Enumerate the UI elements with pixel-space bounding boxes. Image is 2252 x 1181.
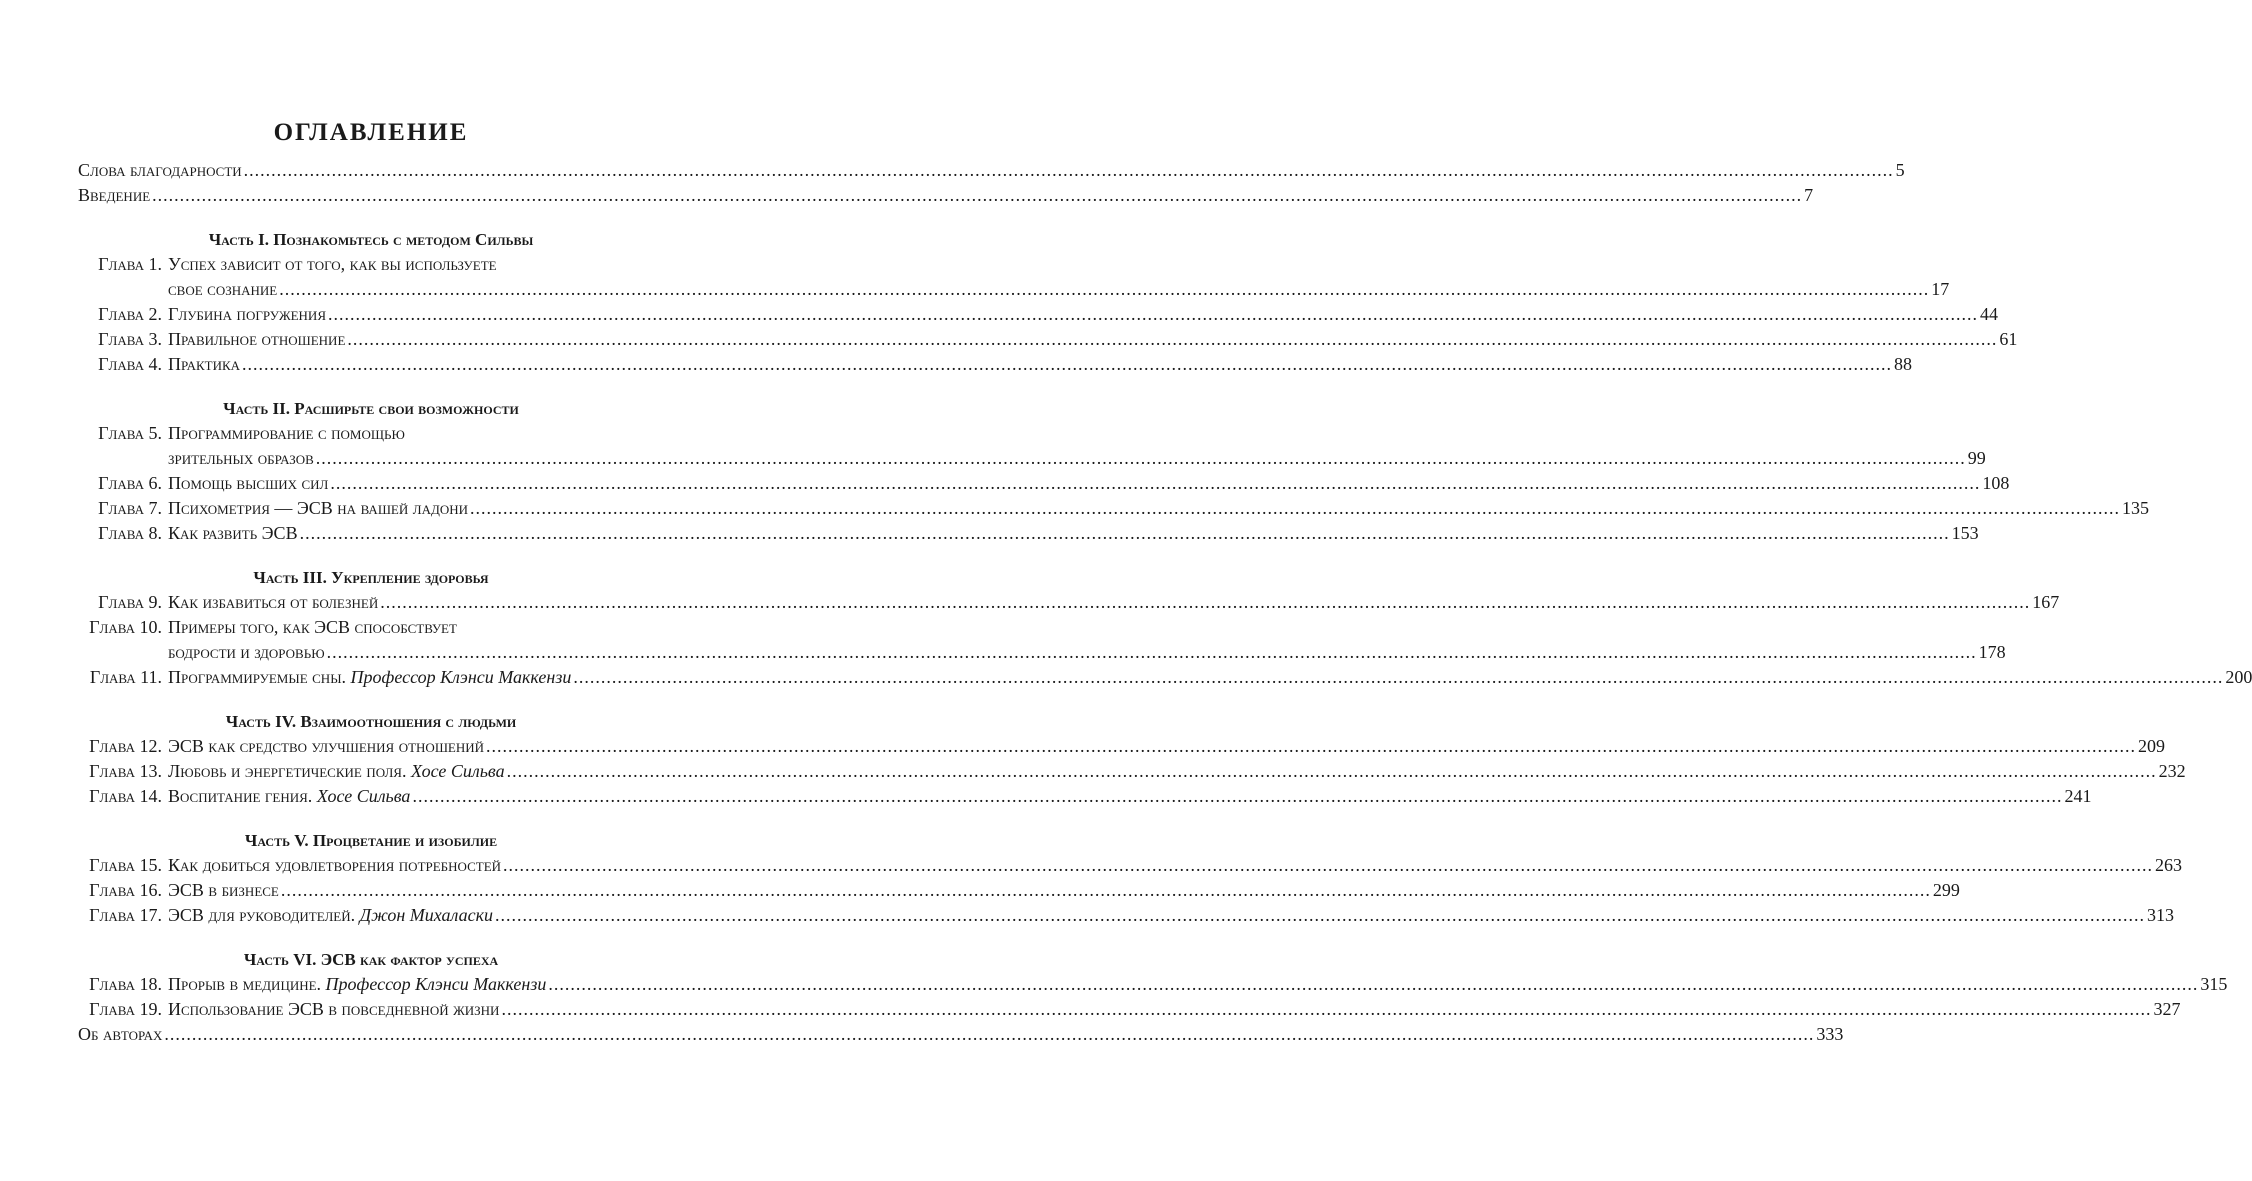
chapter-label: Глава 7. — [98, 498, 162, 518]
toc-entry[interactable] — [78, 997, 2181, 1022]
entry-title: бодрости и здоровью — [168, 642, 325, 662]
entry-title: свое сознание — [168, 279, 278, 299]
dot-leader: ............................................................................................................................................................................................................................................................................................................ — [164, 1024, 1815, 1044]
dot-leader: ............................................................................................................................................................................................................................................................................................................ — [280, 880, 1931, 900]
dot-leader: ............................................................................................................................................................................................................................................................................................................ — [470, 498, 2120, 518]
front-matter — [78, 158, 1905, 208]
toc-entry[interactable] — [78, 784, 2092, 809]
dot-leader: ............................................................................................................................................................................................................................................................................................................ — [152, 185, 1803, 205]
dot-leader: ............................................................................................................................................................................................................................................................................................................ — [315, 448, 1966, 468]
page-number: 108 — [1982, 473, 2010, 493]
dot-leader: ............................................................................................................................................................................................................................................................................................................ — [330, 473, 1981, 493]
chapter-label: Глава 16. — [89, 880, 162, 900]
part-heading: Часть III. Укрепление здоровья — [253, 568, 489, 587]
dot-leader: ............................................................................................................................................................................................................................................................................................................ — [299, 523, 1950, 543]
entry-title: Психометрия — ЭСВ на вашей ладони — [168, 498, 468, 518]
entry-title: Как избавиться от болезней — [168, 592, 379, 612]
page-number: 333 — [1816, 1024, 1844, 1044]
entry-title: Программируемые сны. Профессор Клэнси Маккензи — [168, 667, 572, 687]
page-number: 17 — [1931, 279, 1950, 299]
toc-entry[interactable] — [78, 471, 2010, 496]
entry-title: Введение — [78, 185, 151, 205]
page-number: 167 — [2032, 592, 2060, 612]
chapter-label: Глава 2. — [98, 304, 162, 324]
toc-entry[interactable] — [78, 158, 1905, 183]
page-number: 299 — [1932, 880, 1960, 900]
entry-title: Практика — [168, 354, 241, 374]
entry-title: Программирование с помощью — [168, 423, 405, 443]
dot-leader: ............................................................................................................................................................................................................................................................................................................ — [501, 999, 2152, 1019]
chapter-label: Глава 15. — [89, 855, 162, 875]
chapter-label: Глава 10. — [89, 617, 162, 637]
toc-entry[interactable] — [78, 496, 2149, 521]
page-number: 200 — [2225, 667, 2252, 687]
toc-entry[interactable] — [78, 665, 2252, 690]
dot-leader: ............................................................................................................................................................................................................................................................................................................ — [495, 905, 2146, 925]
back-matter — [78, 1022, 1844, 1047]
entry-title: Использование ЭСВ в повседневной жизни — [168, 999, 500, 1019]
entry-title: Правильное отношение — [168, 329, 346, 349]
part-section — [78, 565, 2252, 690]
dot-leader: ............................................................................................................................................................................................................................................................................................................ — [380, 592, 2031, 612]
entry-title: ЭСВ для руководителей. Джон Михаласки — [168, 905, 494, 925]
entry-title: Как развить ЭСВ — [168, 523, 298, 543]
toc-entry[interactable] — [78, 615, 664, 640]
chapter-label: Глава 9. — [98, 592, 162, 612]
page-title: ОГЛАВЛЕНИЕ — [273, 119, 469, 146]
chapter-label: Глава 6. — [98, 473, 162, 493]
entry-title: Помощь высших сил — [168, 473, 329, 493]
entry-title: Успех зависит от того, как вы используете — [168, 254, 497, 274]
toc-entry[interactable] — [78, 640, 2006, 665]
toc-entry[interactable] — [78, 759, 2186, 784]
dot-leader: ............................................................................................................................................................................................................................................................................................................ — [548, 974, 2199, 994]
part-heading: Часть VI. ЭСВ как фактор успеха — [243, 950, 499, 969]
entry-title: зрительных образов — [168, 448, 314, 468]
part-section — [78, 947, 2228, 1022]
entry-title: Слова благодарности — [78, 160, 242, 180]
toc-entry[interactable] — [78, 972, 2228, 997]
chapter-label: Глава 12. — [89, 736, 162, 756]
dot-leader: ............................................................................................................................................................................................................................................................................................................ — [279, 279, 1930, 299]
dot-leader: ............................................................................................................................................................................................................................................................................................................ — [328, 304, 1978, 324]
part-section — [78, 828, 2183, 928]
entry-author: Профессор Клэнси Маккензи — [325, 974, 547, 994]
page-number: 5 — [1895, 160, 1905, 180]
chapter-label: Глава 5. — [98, 423, 162, 443]
dot-leader: ............................................................................................................................................................................................................................................................................................................ — [347, 329, 1998, 349]
chapter-label: Глава 14. — [89, 786, 162, 806]
page-number: 178 — [1978, 642, 2006, 662]
page-number: 135 — [2122, 498, 2149, 518]
chapter-label: Глава 8. — [98, 523, 162, 543]
page-number: 241 — [2064, 786, 2092, 806]
toc-entry[interactable] — [78, 352, 1913, 377]
toc-entry[interactable] — [78, 183, 1814, 208]
chapter-label: Глава 4. — [98, 354, 162, 374]
chapter-label: Глава 18. — [89, 974, 162, 994]
entry-author: Профессор Клэнси Маккензи — [350, 667, 572, 687]
toc-entry[interactable] — [78, 521, 1979, 546]
toc-entry[interactable] — [78, 853, 2183, 878]
toc-entry[interactable] — [78, 1022, 1844, 1047]
parts — [78, 227, 2252, 1022]
part-heading: Часть II. Расширьте свои возможности — [223, 399, 519, 418]
dot-leader: ............................................................................................................................................................................................................................................................................................................ — [243, 160, 1894, 180]
part-heading: Часть I. Познакомьтесь с методом Сильвы — [208, 230, 534, 249]
dot-leader: ............................................................................................................................................................................................................................................................................................................ — [503, 855, 2154, 875]
dot-leader: ............................................................................................................................................................................................................................................................................................................ — [486, 736, 2137, 756]
chapter-label: Глава 11. — [89, 667, 162, 687]
part-heading: Часть IV. Взаимоотношения с людьми — [225, 712, 517, 731]
page-number: 61 — [1999, 329, 2018, 349]
entry-title: ЭСВ в бизнесе — [168, 880, 279, 900]
chapter-label: Глава 19. — [89, 999, 162, 1019]
entry-title: Как добиться удовлетворения потребностей — [168, 855, 502, 875]
page-number: 153 — [1951, 523, 1979, 543]
chapter-label: Глава 17. — [89, 905, 162, 925]
entry-title: ЭСВ как средство улучшения отношений — [168, 736, 485, 756]
toc-entry[interactable] — [78, 734, 2166, 759]
toc-entry[interactable] — [78, 302, 1998, 327]
page-number: 44 — [1980, 304, 1998, 324]
chapter-label: Глава 1. — [98, 254, 162, 274]
part-section — [78, 396, 2149, 546]
dot-leader: ............................................................................................................................................................................................................................................................................................................ — [573, 667, 2224, 687]
part-section — [78, 709, 2186, 809]
chapter-label: Глава 13. — [89, 761, 162, 781]
page-number: 232 — [2158, 761, 2186, 781]
entry-title: Любовь и энергетические поля. Хосе Сильва — [168, 761, 505, 781]
page-number: 7 — [1804, 185, 1814, 205]
entry-title: Примеры того, как ЭСВ способствует — [168, 617, 457, 637]
toc-entry[interactable] — [78, 590, 2060, 615]
chapter-label: Глава 3. — [98, 329, 162, 349]
toc-entry[interactable] — [78, 327, 2018, 352]
part-section — [78, 227, 2018, 377]
entry-title: Об авторах — [78, 1024, 163, 1044]
toc-entry[interactable] — [78, 446, 1986, 471]
page-number: 209 — [2138, 736, 2166, 756]
page-number: 313 — [2147, 905, 2175, 925]
entry-author: Хосе Сильва — [410, 761, 505, 781]
page-number: 315 — [2200, 974, 2228, 994]
entry-title: Прорыв в медицине. Профессор Клэнси Маккензи — [168, 974, 547, 994]
entry-title: Глубина погружения — [168, 304, 326, 324]
toc-entry[interactable] — [78, 878, 1960, 903]
dot-leader: ............................................................................................................................................................................................................................................................................................................ — [242, 354, 1893, 374]
page-number: 88 — [1894, 354, 1913, 374]
entry-author: Хосе Сильва — [316, 786, 411, 806]
toc-entry[interactable] — [78, 903, 2175, 928]
page-number: 327 — [2153, 999, 2181, 1019]
entry-author: Джон Михаласки — [359, 905, 494, 925]
entry-title: Воспитание гения. Хосе Сильва — [168, 786, 411, 806]
toc-entry[interactable] — [78, 252, 664, 277]
table-of-contents — [78, 116, 2252, 1047]
toc-entry[interactable] — [78, 421, 664, 446]
dot-leader: ............................................................................................................................................................................................................................................................................................................ — [326, 642, 1977, 662]
page-number: 263 — [2155, 855, 2183, 875]
page-number: 99 — [1967, 448, 1986, 468]
dot-leader: ............................................................................................................................................................................................................................................................................................................ — [506, 761, 2157, 781]
dot-leader: ............................................................................................................................................................................................................................................................................................................ — [412, 786, 2063, 806]
part-heading: Часть V. Процветание и изобилие — [244, 831, 498, 850]
toc-entry[interactable] — [78, 277, 1950, 302]
